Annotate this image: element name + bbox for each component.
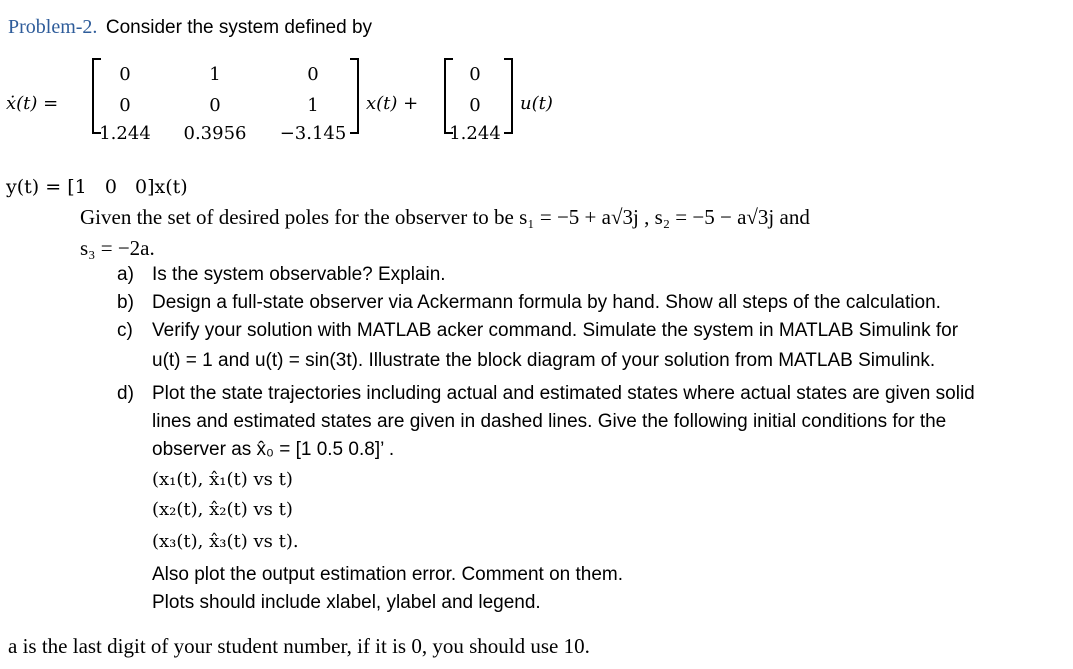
vector-b-cell: 0 (469, 95, 481, 116)
poles-line-2: s₃ = −2a. (80, 236, 155, 260)
state-eq-lhs: ẋ(t) = (6, 93, 59, 114)
item-c-text-line: Verify your solution with MATLAB acker command. Simulate the system in MATLAB Simulink for (152, 320, 959, 341)
matrix-a-cell: 0 (119, 64, 131, 85)
item-d-text-line: Plots should include xlabel, ylabel and legend. (152, 592, 541, 613)
problem-label: Problem-2. (8, 16, 98, 38)
matrix-a-cell: 1 (307, 95, 319, 116)
matrix-a-cell: 0.3956 (183, 123, 247, 144)
matrix-a-cell: 1 (209, 64, 221, 85)
item-c-letter: c) (117, 320, 133, 341)
item-d-text-line: Also plot the output estimation error. Comment on them. (152, 564, 624, 585)
vector-b-cell: 0 (469, 64, 481, 85)
item-c-text-line: u(t) = 1 and u(t) = sin(3t). Illustrate the block diagram of your solution from MATLAB Simulink. (152, 350, 936, 371)
matrix-a-cell: 0 (209, 95, 221, 116)
item-b-text: Design a full-state observer via Ackermann formula by hand. Show all steps of the calculation. (152, 292, 941, 313)
item-d-text-line: observer as x̂₀ = [1 0.5 0.8]’ . (152, 439, 395, 460)
item-d-text-line: (x₂(t), x̂₂(t) vs t) (152, 499, 293, 520)
item-a-letter: a) (117, 264, 134, 285)
matrix-a-cell: 1.244 (99, 123, 151, 144)
footer-note: a is the last digit of your student number, if it is 0, you should use 10. (8, 634, 590, 658)
problem-heading (8, 16, 372, 39)
vector-b-cell: 1.244 (449, 123, 501, 144)
output-equation: y(t) = [1 0 0]x(t) (6, 176, 188, 198)
vector-b-right-bracket (504, 58, 513, 134)
state-eq-rhs: u(t) (520, 93, 553, 114)
matrix-a-cell: −3.145 (279, 123, 347, 144)
poles-line-1: Given the set of desired poles for the observer to be s₁ = −5 + a√3j , s₂ = −5 − a√3j and (80, 205, 810, 229)
item-d-text-line: (x₃(t), x̂₃(t) vs t). (152, 531, 299, 552)
state-eq-mid: x(t) + (366, 93, 419, 114)
item-d-text-line: (x₁(t), x̂₁(t) vs t) (152, 469, 293, 490)
matrix-a-cell: 0 (307, 64, 319, 85)
matrix-a-cell: 0 (119, 95, 131, 116)
item-d-text-line: Plot the state trajectories including actual and estimated states where actual states are given solid (152, 383, 975, 404)
item-a-text: Is the system observable? Explain. (152, 264, 446, 285)
matrix-a-right-bracket (350, 58, 359, 134)
problem-intro: Consider the system defined by (105, 17, 373, 38)
item-d-text-line: lines and estimated states are given in dashed lines. Give the following initial conditions for the (152, 411, 947, 432)
item-d-letter: d) (117, 383, 134, 404)
item-b-letter: b) (117, 292, 134, 313)
